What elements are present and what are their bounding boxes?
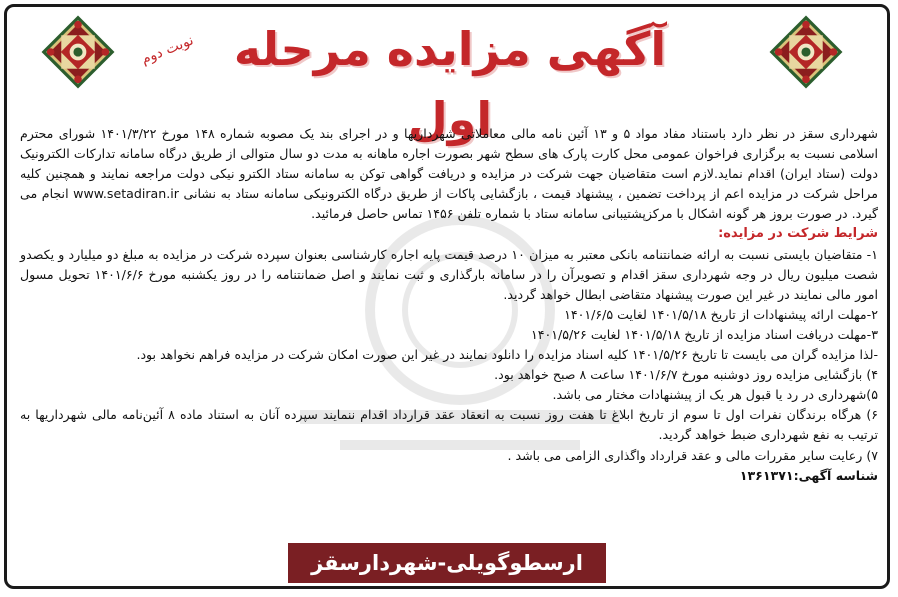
- website-link[interactable]: www.setadiran.ir: [73, 186, 179, 202]
- persian-tile-emblem-icon: [768, 14, 844, 90]
- condition-item: ۳-مهلت دریافت اسناد مزایده از تاریخ ۱۴۰۱/۵/۱۸ لغایت ۱۴۰۱/۵/۲۶: [530, 326, 878, 342]
- condition-item: ۲-مهلت ارائه پیشنهادات از تاریخ ۱۴۰۱/۵/۱۸ لغایت ۱۴۰۱/۶/۵: [564, 306, 878, 322]
- condition-item: ۵)شهرداری در رد یا قبول هر یک از پیشنهادات مختار می باشد.: [552, 387, 878, 403]
- persian-tile-emblem-icon: [40, 14, 116, 90]
- condition-item: -لذا مزایده گران می بایست تا تاریخ ۱۴۰۱/۵/۲۶ کلیه اسناد مزایده را دانلود نمایند در غیر این صورت امکان شرکت در مزایده فراهم نخواهد بود.: [136, 347, 878, 363]
- intro-paragraph: [20, 124, 878, 224]
- ad-id: شناسه آگهی:۱۳۶۱۳۷۱: [739, 467, 878, 483]
- condition-item: ۷) رعایت سایر مقررات مالی و عقد قرارداد واگذاری الزامی می باشد .: [507, 447, 878, 463]
- intro-text: شهرداری سقز در نظر دارد باستناد مفاد مواد ۵ و ۱۳ آئین نامه مالی معاملاتی شهرداریها و در اجرای بند یک مصوبه شماره ۱۴۸ مورخ ۱۴۰۱/۳/۲۲ شورای محترم اسلامی نسبت به برگزاری فراخوان عمومی محل کارت پارک های سطح شهر بصورت اجاره ماهانه به مدت دو سال متوالی از طریق درگاه سامانه تدارکات الکترونیک دولت (ستاد ایران) اقدام نماید.لازم است متقاضیان جهت شرکت در مزایده و دریافت گواهی توکن به سامانه ستاد الکترو نیکی دولت مراجعه نمایند و همچنین کلیه مراحل شرکت در مزایده اعم از پرداخت تضمین ، پیشنهاد قیمت ، بازگشایی پاکات از طریق درگاه الکترونیکی سامانه ستاد به نشانی: [20, 126, 878, 202]
- condition-item: ۶) هرگاه برندگان نفرات اول تا سوم از تاریخ ابلاغ تا هفت روز نسبت به انعقاد عقد قرارداد اقدام ننمایند سپرده آنان به استناد ماده ۸ آئین‌نامه مالی شهرداریها به ترتیب به نفع شهرداری ضبط خواهد گردید.: [20, 407, 879, 443]
- notice-title: آگهی مزایده مرحله اول: [233, 22, 667, 146]
- round-label: نوبت دوم: [139, 32, 196, 68]
- notice-body: [20, 124, 878, 486]
- signature-box: ارسطوگویلی-شهردارسقز: [288, 543, 606, 583]
- intro-text-2: انجام می گیرد. در صورت بروز هر گونه اشکال با مرکزپشتیبانی سامانه ستاد با شماره تلفن ۱۴۵۶ تماس حاصل فرمائید.: [20, 186, 878, 222]
- condition-item: ۴) بازگشایی مزایده روز دوشنبه مورخ ۱۴۰۱/۶/۷ ساعت ۸ صبح خواهد بود.: [494, 367, 878, 383]
- condition-item: ۱- متقاضیان بایستی نسبت به ارائه ضمانتنامه بانکی معتبر به میزان ۱۰ درصد قیمت پایه اجاره کارشناسی بعنوان سپرده شرکت در مزایده به مبلغ دو میلیارد و یکصدو شصت میلیون ریال در وجه شهرداری سقز اقدام و تصویرآن را در سامانه بارگذاری و ثبت نمایند و اصل ضمانتنامه را در روز یکشنبه مورخ ۱۴۰۱/۶/۶ تحویل مسول امور مالی نمایند در غیر این صورت پیشنهاد متقاضی ابطال خواهد گردید.: [20, 246, 878, 302]
- conditions-heading: شرایط شرکت در مزایده:: [718, 226, 878, 242]
